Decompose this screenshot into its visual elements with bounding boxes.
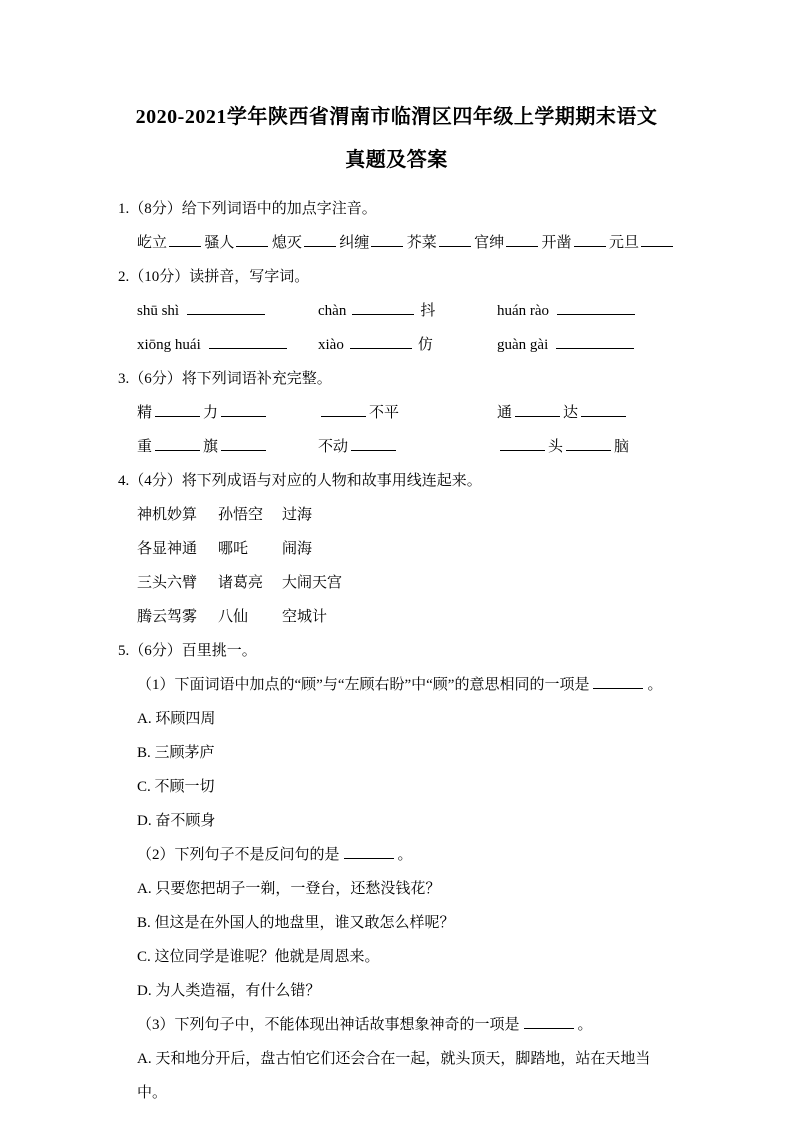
word-item [272,226,338,260]
pinyin-item [318,328,497,362]
word-item [204,226,270,260]
question-4-row [137,498,675,532]
answer-blank [209,347,287,349]
idiom-char: 头 [548,439,564,455]
idiom-char: 不平 [369,405,400,421]
person-cell: 诸葛亮 [218,575,264,591]
word-item [542,226,608,260]
story-cell: 空城计 [282,609,328,625]
question-1-words [137,226,675,260]
answer-blank [581,415,626,417]
idiom-char: 达 [563,405,579,421]
answer-blank [351,449,396,451]
question-4-stem: 4.（4分）将下列成语与对应的人物和故事用线连起来。 [118,473,482,489]
question-5-sub-2-stem [137,838,675,872]
answer-blank [566,449,611,451]
word-item [137,226,203,260]
option-a: A. 环顾四周 [137,711,216,727]
option-d: D. 为人类造福，有什么错？ [137,983,321,999]
answer-blank [641,245,673,247]
answer-blank [344,857,394,859]
question-3-row-1 [137,396,675,430]
idiom-fill-item [497,430,675,464]
option-b: B. 三顾茅庐 [137,745,215,761]
answer-blank [187,313,265,315]
pinyin-text: huán rào [497,303,550,319]
word-item [609,226,675,260]
sub-stem-text: （2）下列句子不是反问句的是 [137,847,340,863]
question-5-sub-3-stem [137,1008,675,1042]
idiom-char: 脑 [614,439,630,455]
word-text: 官绅 [474,235,505,251]
sub-stem-text: （3）下列句子中，不能体现出神话故事想象神奇的一项是 [137,1017,520,1033]
answer-blank [304,245,336,247]
question-2-row-2 [137,328,675,362]
word-text: 芥菜 [406,235,437,251]
option-b: B. 但这是在外国人的地盘里，谁又敢怎么样呢？ [137,915,455,931]
period-text: 。 [647,677,663,693]
idiom-char: 力 [203,405,219,421]
answer-blank [371,245,403,247]
question-4-row [137,532,675,566]
person-cell: 孙悟空 [218,507,264,523]
answer-blank [352,313,414,315]
period-text: 。 [577,1017,593,1033]
pinyin-item [137,294,318,328]
pinyin-item [318,294,497,328]
answer-blank [439,245,471,247]
answer-blank [221,449,266,451]
word-item [339,226,405,260]
pinyin-text: guàn gài [497,337,549,353]
idiom-char: 通 [497,405,513,421]
pinyin-text: xiào [318,337,344,353]
word-text: 骚人 [204,235,235,251]
idiom-cell: 腾云驾雾 [137,609,198,625]
idiom-fill-item [497,396,675,430]
idiom-cell: 各显神通 [137,541,198,557]
answer-blank [169,245,201,247]
question-4-row [137,566,675,600]
option-a: A. 只要您把胡子一剃，一登台，还愁没钱花？ [137,881,441,897]
answer-blank [515,415,560,417]
answer-blank [500,449,545,451]
word-text: 屹立 [137,235,168,251]
person-cell: 八仙 [218,609,249,625]
answer-blank [350,347,412,349]
idiom-char: 不动 [318,439,349,455]
pinyin-item [137,328,318,362]
answer-blank [593,687,643,689]
idiom-cell: 三头六臂 [137,575,198,591]
period-text: 。 [397,847,413,863]
answer-blank [524,1027,574,1029]
story-cell: 过海 [282,507,313,523]
option-a: A. 天和地分开后，盘古怕它们还会合在一起，就头顶天，脚踏地，站在天地当中。 [137,1051,651,1101]
document-title [118,96,675,182]
answer-blank [155,449,200,451]
question-4-row [137,600,675,634]
word-item [407,226,473,260]
pinyin-item [497,328,675,362]
word-text: 熄灭 [271,235,302,251]
answer-blank [557,313,635,315]
question-5-sub-1-stem [137,668,675,702]
idiom-char: 旗 [203,439,219,455]
pinyin-item [497,294,675,328]
person-cell: 哪吒 [218,541,249,557]
title-line-1: 2020-2021学年陕西省渭南市临渭区四年级上学期期末语文 [135,106,658,128]
title-line-2: 真题及答案 [345,149,448,171]
pinyin-text: shū shì [137,303,180,319]
pinyin-text: xiōng huái [137,337,201,353]
idiom-fill-item [137,430,318,464]
idiom-fill-item [137,396,318,430]
option-c: C. 不顾一切 [137,779,215,795]
sub-stem-text: （1）下面词语中加点的“顾”与“左顾右盼”中“顾”的意思相同的一项是 [137,677,590,693]
pinyin-text: chàn [318,303,347,319]
question-3-row-2 [137,430,675,464]
answer-blank [321,415,366,417]
question-3-stem: 3.（6分）将下列词语补充完整。 [118,371,332,387]
suffix-char: 抖 [420,303,436,319]
option-d: D. 奋不顾身 [137,813,216,829]
idiom-char: 重 [137,439,153,455]
answer-blank [221,415,266,417]
option-c: C. 这位同学是谁呢？他就是周恩来。 [137,949,380,965]
question-2-row-1 [137,294,675,328]
story-cell: 闹海 [282,541,313,557]
question-2-stem: 2.（10分）读拼音，写字词。 [118,269,310,285]
word-text: 纠缠 [339,235,370,251]
answer-blank [556,347,634,349]
idiom-cell: 神机妙算 [137,507,198,523]
story-cell: 大闹天宫 [282,575,343,591]
answer-blank [155,415,200,417]
question-1-stem: 1.（8分）给下列词语中的加点字注音。 [118,201,377,217]
answer-blank [236,245,268,247]
answer-blank [574,245,606,247]
suffix-char: 仿 [417,337,433,353]
word-text: 元旦 [608,235,639,251]
idiom-fill-item [318,430,497,464]
idiom-char: 精 [137,405,153,421]
idiom-fill-item [318,396,497,430]
answer-blank [506,245,538,247]
question-5-stem: 5.（6分）百里挑一。 [118,643,257,659]
word-text: 开凿 [541,235,572,251]
word-item [474,226,540,260]
